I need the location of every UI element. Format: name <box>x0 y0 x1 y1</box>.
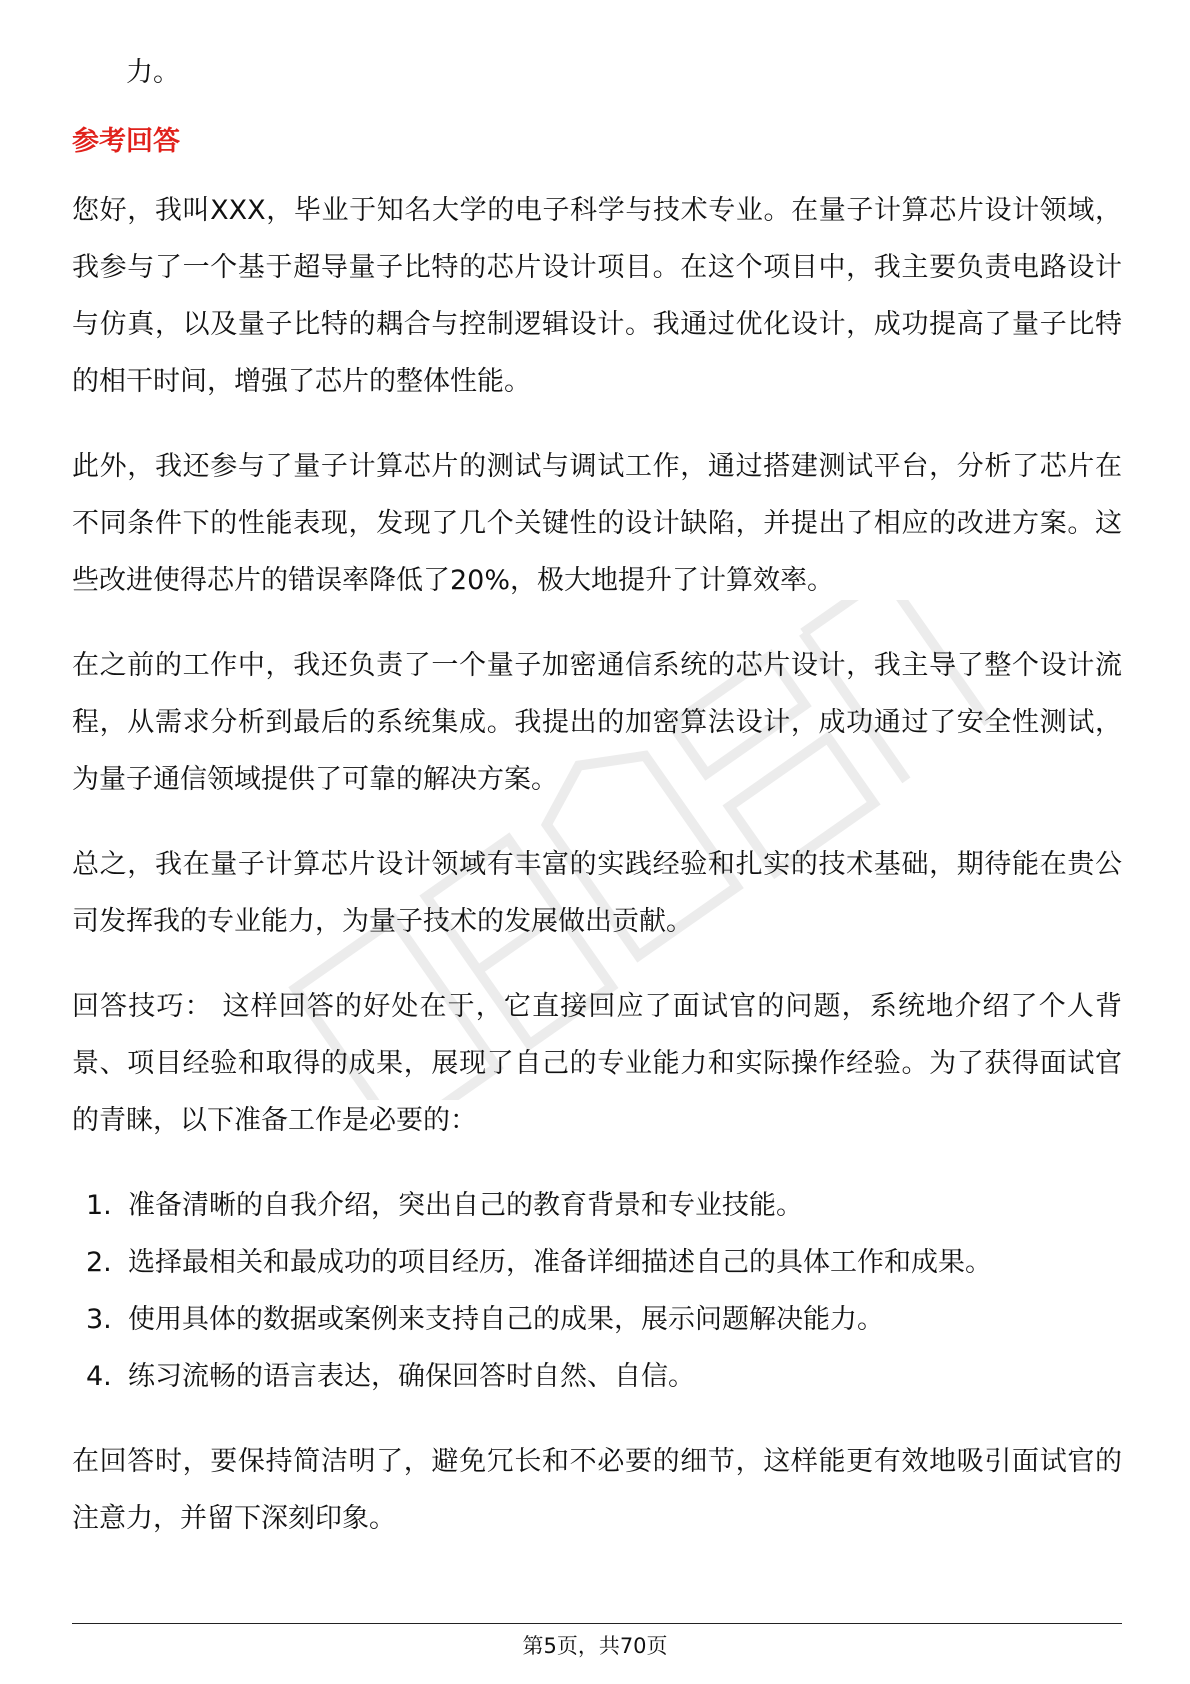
paragraph-summary: 总之，我在量子计算芯片设计领域有丰富的实践经验和扎实的技术基础，期待能在贵公司发挥我的专业能力，为量子技术的发展做出贡献。 <box>72 849 1122 937</box>
page-number: 第5页，共70页 <box>522 1634 668 1658</box>
list-item-text: 使用具体的数据或案例来支持自己的成果，展示问题解决能力。 <box>128 1304 884 1335</box>
list-item-text: 练习流畅的语言表达，确保回答时自然、自信。 <box>128 1361 695 1392</box>
preparation-list <box>72 1177 1122 1405</box>
list-item-number: 1. <box>86 1190 112 1221</box>
list-item-number: 4. <box>86 1361 112 1392</box>
paragraph-closing: 在回答时，要保持简洁明了，避免冗长和不必要的细节，这样能更有效地吸引面试官的注意力，并留下深刻印象。 <box>72 1446 1122 1534</box>
continuation-text: 力。 <box>126 57 180 88</box>
list-item <box>72 1348 1122 1405</box>
paragraph-tips: 回答技巧： 这样回答的好处在于，它直接回应了面试官的问题，系统地介绍了个人背景、项目经验和取得的成果，展现了自己的专业能力和实际操作经验。为了获得面试官的青睐，以下准备工作是必要的： <box>72 991 1122 1136</box>
list-item-number: 2. <box>86 1247 112 1278</box>
footer-divider <box>72 1623 1122 1624</box>
paragraph-intro: 您好，我叫XXX，毕业于知名大学的电子科学与技术专业。在量子计算芯片设计领域，我参与了一个基于超导量子比特的芯片设计项目。在这个项目中，我主要负责电路设计与仿真，以及量子比特的耦合与控制逻辑设计。我通过优化设计，成功提高了量子比特的相干时间，增强了芯片的整体性能。 <box>72 195 1122 397</box>
list-item <box>72 1291 1122 1348</box>
list-item-text: 选择最相关和最成功的项目经历，准备详细描述自己的具体工作和成果。 <box>128 1247 992 1278</box>
list-item <box>72 1234 1122 1291</box>
document-body <box>72 44 1122 1575</box>
section-heading: 参考回答 <box>72 126 180 157</box>
paragraph-testing: 此外，我还参与了量子计算芯片的测试与调试工作，通过搭建测试平台，分析了芯片在不同条件下的性能表现，发现了几个关键性的设计缺陷，并提出了相应的改进方案。这些改进使得芯片的错误率降低了20%，极大地提升了计算效率。 <box>72 451 1122 596</box>
list-item-number: 3. <box>86 1304 112 1335</box>
list-item <box>72 1177 1122 1234</box>
paragraph-previous-work: 在之前的工作中，我还负责了一个量子加密通信系统的芯片设计，我主导了整个设计流程，从需求分析到最后的系统集成。我提出的加密算法设计，成功通过了安全性测试，为量子通信领域提供了可靠的解决方案。 <box>72 650 1122 795</box>
list-item-text: 准备清晰的自我介绍，突出自己的教育背景和专业技能。 <box>128 1190 803 1221</box>
